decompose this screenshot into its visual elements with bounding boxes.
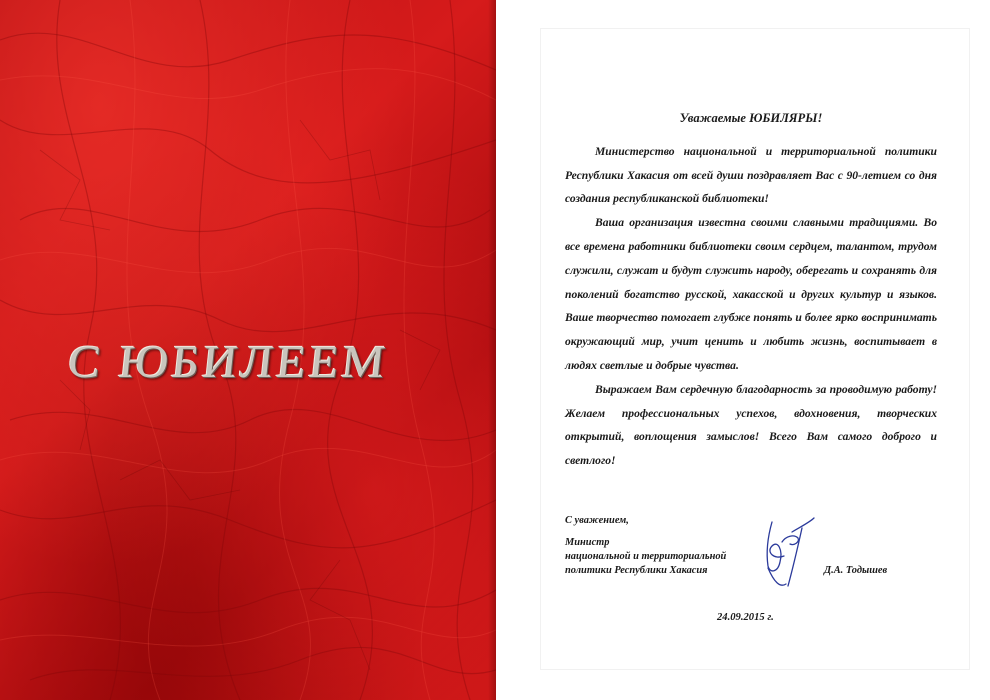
- paragraph-wishes: Выражаем Вам сердечную благодарность за проводимую работу! Желаем профессиональных успехов, вдохновения, творческих открытий, воплощения замыслов! Всего Вам самого доброго и светлого!: [565, 382, 937, 468]
- spine-shadow: [488, 0, 496, 700]
- date: 24.09.2015 г.: [717, 612, 774, 623]
- position-line: политики Республики Хакасия: [565, 565, 708, 576]
- position-line: Министр: [565, 537, 610, 548]
- signer-name: Д.А. Тодышев: [824, 565, 888, 576]
- position-line: национальной и территориальной: [565, 551, 727, 562]
- letter-body: [565, 107, 937, 473]
- greeting: Уважаемые ЮБИЛЯРЫ!: [679, 111, 823, 125]
- paragraph-traditions: Ваша организация известна своими славными традициями. Во все времена работники библиотеки своим сердцем, талантом, трудом служили, служат и будут служить народу, оберегать и сохранять для поколений богатство русской, хакасской и других культур и языков. Ваше творчество помогает глубже понять и более ярко воспринимать окружающий мир, учит ценить и любить жизнь, воспитывает в людях светлые и добрые чувства.: [565, 216, 937, 372]
- regards-line: С уважением,: [565, 515, 629, 526]
- paragraph-congratulation: Министерство национальной и территориальной политики Республики Хакасия от всей души поздравляет Вас с 90-летием со дня создания республиканской библиотеки!: [565, 144, 937, 206]
- handwritten-signature: [758, 512, 818, 592]
- signer-position: [565, 536, 726, 578]
- cover-title: С ЮБИЛЕЕМ: [65, 336, 391, 387]
